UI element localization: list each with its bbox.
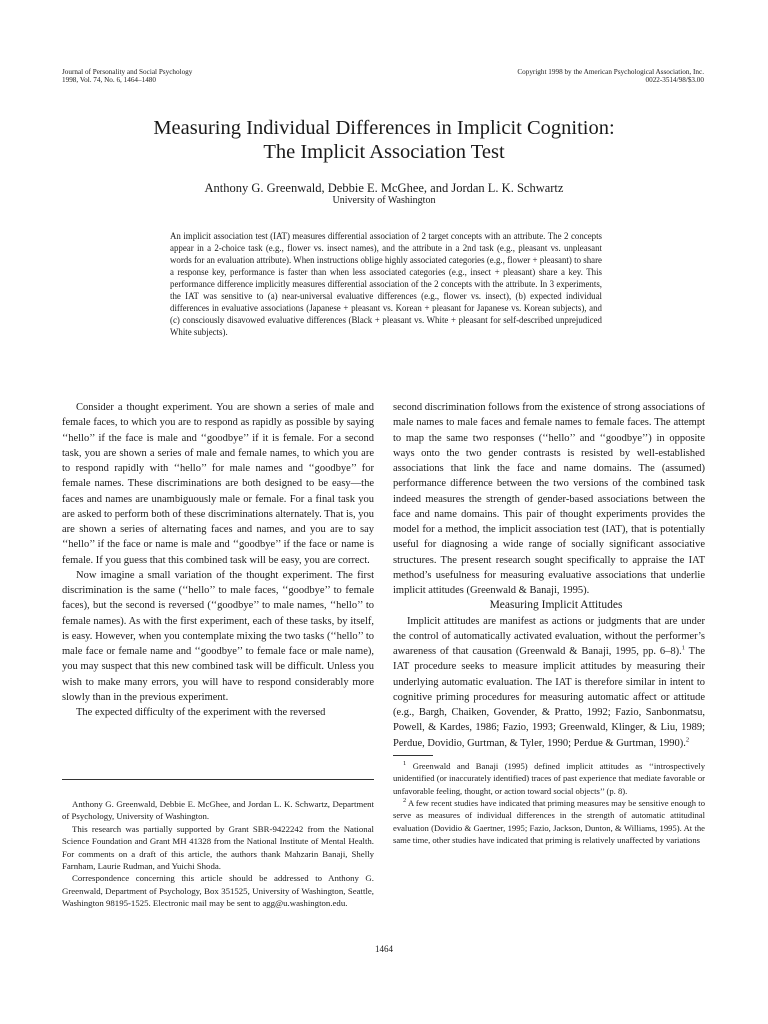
body-paragraph: second discrimination follows from the existence of strong associations of male names to male faces and female names to female faces. The attempt to map the same two responses (‘‘hello’’ and ‘‘goodbye’’) in opposite ways onto the two gender contrasts is resisted by well-established associations that link the face and name domains. The (assumed) performance difference between the two versions of the combined task indeed measures the strength of gender-based associations between the face and name domains. This pair of thought experiments provides the model for a method, the implicit association test (IAT), that is potentially useful for diagnosing a wide range of socially significant associative structures. The present research sought specifically to appraise the IAT method’s usefulness for measuring evaluative associations that underlie implicit attitudes (Greenwald & Banaji, 1995). bbox=[393, 402, 705, 596]
footnote-ref[interactable]: 2 bbox=[685, 736, 690, 743]
copyright-notice: Copyright 1998 by the American Psychological Association, Inc. bbox=[517, 68, 704, 76]
author-note-paragraph: This research was partially supported by Grant SBR-9422242 from the National Science Foundation and Grant MH 41328 from the National Institute of Mental Health. For comments on a draft of this article, the authors thank Mahzarin Banaji, Shelly Farnham, Laurie Rudman, and Yuichi Shoda. bbox=[62, 823, 374, 872]
journal-citation: 1998, Vol. 74, No. 6, 1464–1480 bbox=[62, 76, 156, 85]
body-paragraph: Now imagine a small variation of the thought experiment. The first discrimination is the same (‘‘hello’’ to male faces, ‘‘goodbye’’ to female faces), but the second is reversed (‘‘goodbye’’ to male names, ‘‘hello’’ to female names). As with the first experiment, each of these tasks, by itself, is easy. However, when you contemplate mixing the two tasks (‘‘hello’’ to male face or female name and ‘‘goodbye’’ to female face or male name), you may suspect that this new combined task will be difficult. Unless you wish to make many errors, you will have to respond considerably more slowly than in the previous experiment. bbox=[62, 569, 374, 703]
footnote-text: Greenwald and Banaji (1995) defined implicit attitudes as ‘‘introspectively unidentified (or inaccurately identified) traces of past experience that mediate favorable or unfavorable feeling, thought, or action toward social objects’’ (p. 8). bbox=[393, 760, 705, 796]
author-note bbox=[62, 779, 374, 910]
footnote-number: 2 bbox=[403, 797, 407, 805]
body-paragraph: Consider a thought experiment. You are shown a series of male and female faces, to which you are to respond as rapidly as possible by saying ‘‘hello’’ if the face is male and ‘‘goodbye’’ if it is female. For a second task, you are shown a series of male and female names, to which you are to respond rapidly with ‘‘hello’’ for male names and ‘‘goodbye’’ for female names. These discriminations are both designed to be easy—the faces and names are unambiguously male or female. For a final task you are asked to perform both of these discriminations alternately. That is, you are shown a series of alternating faces and names, and you are to say ‘‘hello’’ if the face or name is male and ‘‘goodbye’’ if the face or name is female. If you guess that this combined task will be easy, you are correct. bbox=[62, 402, 374, 566]
footnote-ref[interactable]: 1 bbox=[681, 644, 685, 652]
abstract: An implicit association test (IAT) measures differential association of 2 target concepts with an attribute. The 2 concepts appear in a 2-choice task (e.g., flower vs. insect names), and the attribute in a 2nd task (e.g., pleasant vs. unpleasant words for an evaluation attribute). When instructions oblige highly associated categories (e.g., flower + pleasant) to share a response key, performance is faster than when less associated categories (e.g., insect + pleasant) share a key. This performance difference implicitly measures differential association of the 2 concepts with the attribute. In 3 experiments, the IAT was sensitive to (a) near-universal evaluative differences (e.g., flower vs. insect), (b) expected individual differences in evaluative associations (Japanese + pleasant vs. Korean + pleasant for Japanese vs. Korean subjects), and (c) consciously disavowed evaluative differences (Black + pleasant vs. White + pleasant for self-described unprejudiced White subjects). bbox=[170, 231, 602, 338]
title-line-2: The Implicit Association Test bbox=[263, 141, 505, 163]
journal-name: Journal of Personality and Social Psychology bbox=[62, 68, 193, 76]
body-paragraph bbox=[393, 614, 705, 751]
right-column bbox=[393, 400, 705, 847]
footnote-divider bbox=[393, 755, 433, 756]
section-heading: Measuring Implicit Attitudes bbox=[489, 599, 623, 612]
article-title bbox=[0, 116, 768, 164]
affiliation: University of Washington bbox=[332, 195, 436, 206]
journal-header bbox=[62, 68, 192, 85]
left-column bbox=[62, 400, 374, 720]
page-number: 1464 bbox=[375, 944, 393, 954]
authors: Anthony G. Greenwald, Debbie E. McGhee, and Jordan L. K. Schwartz bbox=[204, 181, 564, 195]
author-note-paragraph: Correspondence concerning this article should be addressed to Anthony G. Greenwald, Department of Psychology, Box 351525, University of Washington, Seattle, Washington 98195-1525. Electronic mail may be sent to agg@u.washington.edu. bbox=[62, 873, 374, 909]
paragraph-text: Implicit attitudes are manifest as actions or judgments that are under the control of automatically activated evaluation, without the performer’s awareness of that causation (Greenwald & Banaji, 1995, pp. 6–8). bbox=[393, 615, 705, 657]
title-line-1: Measuring Individual Differences in Implicit Cognition: bbox=[153, 117, 615, 139]
footnote bbox=[393, 760, 705, 797]
issn-code: 0022-3514/98/$3.00 bbox=[645, 76, 704, 85]
footnotes bbox=[393, 760, 705, 847]
paragraph-text: The IAT procedure seeks to measure implicit attitudes by measuring their underlying automatic evaluation. The IAT is therefore similar in intent to cognitive priming procedures for measuring automatic affect or attitude (e.g., Bargh, Chaiken, Govender, & Pratto, 1992; Fazio, Sanbonmatsu, Powell, & Kardes, 1986; Fazio, 1993; Greenwald, Klinger, & Liu, 1989; Perdue, Dovidio, Gurtman, & Tyler, 1990; Perdue & Gurtman, 1990). bbox=[393, 646, 705, 749]
footnote-number: 1 bbox=[403, 759, 407, 767]
footnote-text: A few recent studies have indicated that priming measures may be sensitive enough to serve as measures of individual differences in the strength of automatic attitudinal evaluation (Dovidio & Gaertner, 1995; Fazio, Jackson, Dunton, & Williams, 1995). At the same time, other studies have indicated that priming is relatively unaffected by variations bbox=[393, 797, 705, 846]
footnote bbox=[393, 797, 705, 847]
body-paragraph: The expected difficulty of the experiment with the reversed bbox=[76, 707, 326, 718]
copyright-header bbox=[517, 68, 704, 85]
author-note-paragraph: Anthony G. Greenwald, Debbie E. McGhee, and Jordan L. K. Schwartz, Department of Psychology, University of Washington. bbox=[62, 799, 374, 822]
